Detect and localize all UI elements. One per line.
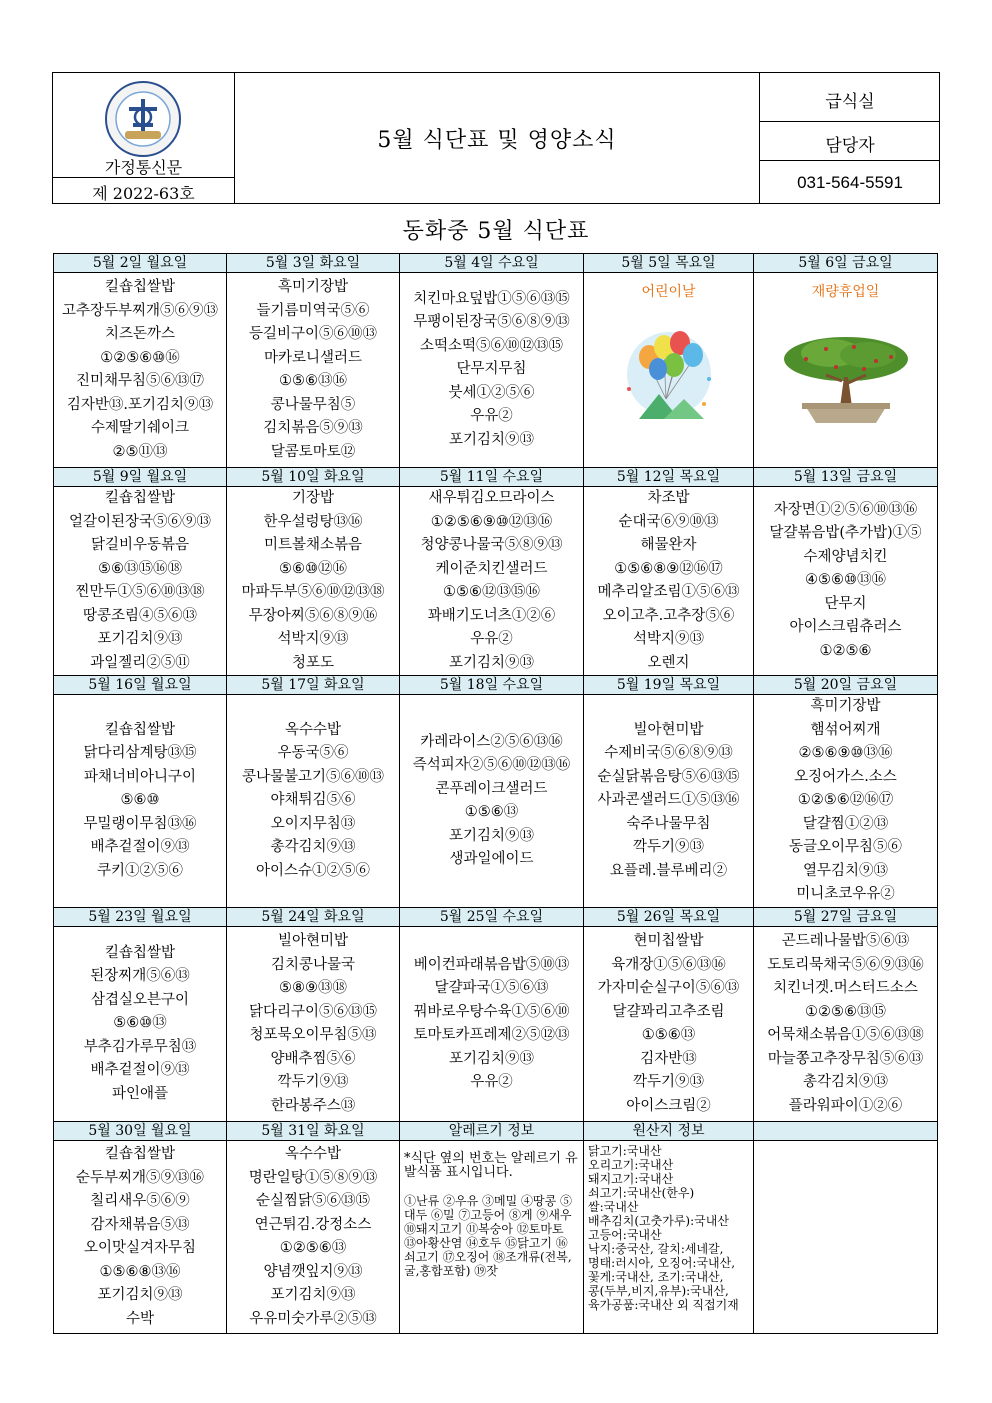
day-header: 5월 5일 목요일 [584, 254, 754, 273]
menu-item: 달걀찜①②⑬ [802, 815, 889, 832]
day-menu [584, 487, 754, 676]
day-header: 5월 6일 금요일 [754, 254, 938, 273]
origin-line: 쌀:국내산 [588, 1200, 639, 1214]
menu-table [53, 253, 938, 1334]
origin-info [584, 1141, 754, 1334]
menu-item: 포기김치⑨⑬ [448, 654, 535, 671]
menu-item: 우유② [470, 631, 513, 647]
menu-item: 케이준치킨샐러드 [435, 560, 548, 577]
school-logo [103, 79, 183, 159]
day-header: 5월 17일 화요일 [227, 676, 400, 695]
menu-item: 즉석피자②⑤⑥⑩⑫⑬⑯ [412, 757, 571, 773]
menu-item: 달걀꽈리고추조림 [612, 1003, 725, 1020]
menu-item: 순실찜닭⑤⑥⑬⑮ [255, 1193, 371, 1209]
day-menu [400, 273, 584, 468]
menu-item: 마파두부⑤⑥⑩⑫⑬⑱ [241, 584, 385, 600]
menu-item: 등길비구이⑤⑥⑩⑬ [248, 326, 378, 342]
menu-item: 김치콩나물국 [270, 956, 356, 973]
menu-item: 파인애플 [111, 1085, 169, 1102]
day-header: 5월 18일 수요일 [400, 676, 584, 695]
menu-item: 붓세①②⑤⑥ [448, 384, 535, 401]
origin-line: 낙지:중국산, 갈치:세네갈, [588, 1242, 724, 1256]
day-menu [227, 695, 400, 908]
menu-item: 아이스크림② [626, 1097, 711, 1114]
menu-item: 빌아현미밥 [633, 721, 704, 738]
school-logo-box [53, 73, 235, 203]
menu-item: 킬숍칩쌀밥 [104, 279, 176, 295]
origin-line: 닭고기:국내산 [588, 1144, 662, 1158]
menu-item: 청양콩나물국⑤⑧⑨⑬ [420, 537, 563, 553]
menu-item: ①②⑤⑥ [819, 642, 872, 659]
balloons-image [604, 319, 734, 429]
menu-item: 깍두기⑨⑬ [277, 1074, 349, 1090]
menu-item: 킬숍칩쌀밥 [104, 721, 176, 738]
document-title: 5월 식단표 및 영양소식 [377, 127, 617, 153]
menu-item: 양념깻잎지⑨⑬ [263, 1263, 363, 1280]
day-menu [400, 695, 584, 908]
menu-item: 포기김치⑨⑬ [448, 431, 535, 448]
day-header: 5월 3일 화요일 [227, 254, 400, 273]
contact-box [759, 73, 940, 203]
day-menu [584, 695, 754, 908]
menu-item: ⑤⑥⑩⑬ [113, 1015, 167, 1032]
menu-item: ①②⑤⑥⑫⑯⑰ [797, 792, 894, 809]
menu-item: 미니초코우유② [796, 886, 895, 903]
menu-item: 꽈배기도너츠①②⑥ [427, 607, 556, 624]
day-header: 5월 23일 월요일 [54, 908, 227, 927]
day-menu [227, 273, 400, 468]
menu-item: 배추겉절이⑨⑬ [90, 1062, 190, 1079]
menu-item: 닭다리구이⑤⑥⑬⑮ [248, 1003, 378, 1020]
menu-item: 달걀파국①⑤⑥⑬ [434, 980, 549, 996]
menu-item: 단무지 [824, 595, 867, 612]
menu-item: 아이스크림츄러스 [789, 619, 902, 636]
menu-item: 연근튀김.강정소스 [254, 1216, 372, 1233]
day-menu [54, 1141, 227, 1334]
menu-item: 포기김치⑨⑬ [97, 631, 183, 647]
menu-item: 치즈돈까스 [104, 326, 176, 342]
menu-item: ⑤⑥⑩⑫⑯ [279, 560, 347, 577]
menu-item: ①②⑤⑥⑩⑯ [100, 349, 180, 366]
menu-item: 쿠키①②⑤⑥ [96, 862, 183, 879]
menu-item: 오징어가스.소스 [794, 768, 897, 785]
menu-item: 땅콩조림④⑤⑥⑬ [82, 607, 198, 624]
day-header: 5월 4일 수요일 [400, 254, 584, 273]
holiday-label: 어린이날 [641, 284, 696, 300]
menu-item: 감자채볶음⑤⑬ [90, 1216, 190, 1233]
menu-item: 도토리묵채국⑤⑥⑨⑬⑯ [767, 956, 924, 973]
menu-item: 오렌지 [647, 654, 690, 671]
origin-line: 콩(두부,비지,유부):국내산, [588, 1284, 729, 1298]
menu-item: 요플레.블루베리② [609, 862, 728, 879]
menu-item: 청포도 [291, 654, 335, 671]
menu-item: 우유② [470, 408, 513, 425]
menu-item: 들기름미역국⑤⑥ [256, 302, 370, 319]
menu-item: 김자반⑬.포기김치⑨⑬ [66, 396, 214, 413]
origin-header: 원산지 정보 [584, 1122, 754, 1141]
menu-item: 수제양념치킨 [803, 548, 888, 565]
menu-item: 달걀볶음밥(추가밥)①⑤ [769, 525, 922, 542]
origin-line: 오리고기:국내산 [588, 1158, 674, 1172]
menu-item: 포기김치⑨⑬ [448, 1050, 535, 1067]
menu-item: ①②⑤⑥⑬⑮ [805, 1003, 886, 1020]
menu-item: 순두부찌개⑤⑨⑬⑯ [75, 1169, 205, 1186]
origin-line: 배추김치(고춧가루):국내산 [588, 1214, 729, 1228]
menu-item: 김치볶음⑤⑨⑬ [263, 420, 363, 436]
menu-item: 총각김치⑨⑬ [270, 839, 356, 856]
menu-item: 미트볼채소볶음 [263, 537, 363, 553]
phone-number: 031-564-5591 [797, 173, 903, 192]
menu-item: 김자반⑬ [640, 1050, 697, 1067]
day-header: 5월 9일 월요일 [54, 468, 227, 487]
day-menu [754, 695, 938, 908]
menu-item: 베이컨파래볶음밥⑤⑩⑬ [413, 956, 570, 973]
menu-item: ②⑤⑥⑨⑩⑬⑯ [798, 745, 893, 762]
menu-item: 흑미기장밥 [810, 698, 881, 715]
origin-line: 쇠고기:국내산(한우) [588, 1186, 695, 1200]
menu-item: 과일젤리②⑤⑪ [90, 654, 190, 671]
allergy-list: ①난류 ②우유 ③메밀 ④땅콩 ⑤대두 ⑥밀 ⑦고등어 ⑧게 ⑨새우 ⑩돼지고기 ⑪복숭아 ⑫토마토 ⑬아황산염 ⑭호두 ⑮닭고기 ⑯쇠고기 ⑰오징어 ⑱조개류(전복,굴,홍합포함) ⑲잣 [404, 1194, 572, 1278]
department: 급식실 [825, 92, 875, 111]
menu-item: ①⑤⑥⑫⑬⑮⑯ [443, 584, 540, 600]
day-menu [754, 273, 938, 468]
day-menu [54, 927, 227, 1122]
day-menu [227, 1141, 400, 1334]
allergy-info [400, 1141, 584, 1334]
menu-item: 현미칩쌀밥 [633, 933, 704, 949]
issue-number: 제 2022-63호 [92, 184, 195, 203]
day-header: 5월 2일 월요일 [54, 254, 227, 273]
menu-item: 청포묵오이무침⑤⑬ [249, 1027, 377, 1043]
origin-line: 고등어:국내산 [588, 1228, 662, 1242]
holiday-label: 재량휴업일 [811, 284, 880, 300]
menu-item: 차조밥 [647, 490, 690, 506]
menu-item: 석박지⑨⑬ [277, 631, 349, 647]
menu-item: 치킨너겟.머스터드소스 [773, 980, 918, 996]
day-menu [754, 487, 938, 676]
menu-item: 삼겹실오븐구이 [90, 991, 190, 1008]
menu-item: 야채튀김⑤⑥ [270, 792, 356, 809]
menu-item: 고추장두부찌개⑤⑥⑨⑬ [61, 302, 219, 319]
menu-item: 빌아현미밥 [277, 933, 349, 949]
menu-item: 사과콘샐러드①⑤⑬⑯ [597, 792, 740, 809]
menu-item: 한우설렁탕⑬⑯ [263, 513, 363, 530]
menu-item: 육개장①⑤⑥⑬⑯ [611, 956, 726, 973]
menu-item: 깍두기⑨⑬ [632, 839, 705, 856]
menu-item: ④⑤⑥⑩⑬⑯ [805, 572, 886, 589]
menu-item: 수제딸기쉐이크 [90, 420, 190, 436]
menu-title: 동화중 5월 식단표 [402, 219, 590, 244]
menu-item: ①⑤⑥⑬ [464, 804, 519, 820]
day-menu [54, 487, 227, 676]
menu-item: 킬숍칩쌀밥 [104, 1146, 176, 1162]
menu-item: 부추김가루무침⑬ [83, 1038, 197, 1055]
day-menu [400, 487, 584, 676]
menu-item: 우동국⑤⑥ [277, 745, 349, 762]
menu-item: 옥수수밥 [284, 721, 342, 738]
menu-item: 킬숍칩쌀밥 [104, 944, 176, 961]
menu-item: ①⑤⑥⑧⑨⑫⑯⑰ [614, 560, 723, 577]
menu-item: 아이스슈①②⑤⑥ [255, 862, 371, 879]
menu-item: 킬숍칩쌀밥 [104, 490, 176, 506]
menu-item: 오이맛실겨자무침 [83, 1240, 197, 1256]
menu-item: 총각김치⑨⑬ [802, 1074, 889, 1090]
person-in-charge: 담당자 [825, 136, 875, 155]
day-header: 5월 16일 월요일 [54, 676, 227, 695]
menu-item: 양배추찜⑤⑥ [270, 1050, 356, 1067]
menu-item: 플라워파이①②⑥ [788, 1097, 903, 1114]
day-header: 5월 27일 금요일 [754, 908, 938, 927]
menu-item: 수박 [125, 1310, 154, 1327]
menu-item: 석박지⑨⑬ [632, 631, 705, 647]
menu-item: 우유미숫가루②⑤⑬ [249, 1310, 377, 1327]
menu-item: 새우튀김오므라이스 [428, 490, 555, 506]
menu-item: ①⑤⑥⑬⑯ [279, 373, 347, 389]
menu-item: 된장찌개⑤⑥⑬ [90, 968, 190, 985]
menu-item: 달콤토마토⑫ [270, 443, 356, 460]
menu-item: 콩나물불고기⑤⑥⑩⑬ [241, 768, 385, 785]
menu-item: 콘푸레이크샐러드 [435, 780, 548, 797]
menu-item: 꿔바로우탕수육①⑤⑥⑩ [413, 1003, 570, 1020]
day-header: 5월 26일 목요일 [584, 908, 754, 927]
menu-item: 얼갈이된장국⑤⑥⑨⑬ [68, 513, 212, 530]
menu-item: 한라봉주스⑬ [270, 1097, 356, 1114]
menu-item: 동글오이무침⑤⑥ [788, 839, 903, 856]
menu-item: ①⑤⑥⑬ [641, 1027, 696, 1043]
menu-item: ⑤⑥⑬⑮⑯⑱ [98, 560, 182, 577]
menu-item: 어묵채소볶음①⑤⑥⑬⑱ [767, 1027, 924, 1043]
day-menu [54, 695, 227, 908]
tree-image [776, 319, 916, 429]
day-header: 5월 13일 금요일 [754, 468, 938, 487]
menu-item: 배추겉절이⑨⑬ [90, 839, 190, 856]
newsletter-header [52, 72, 940, 204]
menu-item: 기장밥 [291, 490, 335, 506]
menu-item: 콩나물무침⑤ [270, 396, 356, 413]
menu-item: 생과일에이드 [449, 851, 534, 867]
menu-item: ②⑤⑪⑬ [112, 443, 168, 460]
menu-item: 오이고추.고추장⑤⑥ [602, 607, 735, 624]
menu-item: 열무김치⑨⑬ [802, 862, 889, 879]
menu-item: 깍두기⑨⑬ [632, 1074, 705, 1090]
menu-item: 진미채무침⑤⑥⑬⑰ [75, 373, 205, 389]
day-header: 5월 10일 화요일 [227, 468, 400, 487]
allergy-header: 알레르기 정보 [400, 1122, 584, 1141]
day-header: 5월 20일 금요일 [754, 676, 938, 695]
menu-item: 포기김치⑨⑬ [448, 827, 535, 844]
newsletter-label: 가정통신문 [104, 158, 183, 177]
menu-item: 곤드레나물밥⑤⑥⑬ [781, 933, 910, 949]
menu-item: 마늘쫑고추장무침⑤⑥⑬ [767, 1050, 924, 1067]
day-header: 5월 12일 목요일 [584, 468, 754, 487]
menu-item: 마카로니샐러드 [263, 349, 363, 366]
day-menu [227, 927, 400, 1122]
menu-item: ①②⑤⑥⑬ [279, 1240, 347, 1256]
menu-item: 토마토카프레제②⑤⑫⑬ [413, 1027, 570, 1043]
menu-item: 순대국⑥⑨⑩⑬ [618, 513, 719, 530]
day-header: 5월 31일 화요일 [227, 1122, 400, 1141]
menu-item: 무팽이된장국⑤⑥⑧⑨⑬ [413, 314, 570, 331]
menu-item: 무밀랭이무침⑬⑯ [83, 815, 197, 832]
day-menu [584, 273, 754, 468]
menu-item: 옥수수밥 [284, 1146, 342, 1162]
menu-item: 닭다리삼계탕⑬⑮ [83, 745, 197, 762]
menu-item: ①②⑤⑥⑨⑩⑫⑬⑯ [430, 513, 553, 530]
day-header: 5월 25일 수요일 [400, 908, 584, 927]
day-menu [584, 927, 754, 1122]
menu-item: 해물완자 [640, 537, 697, 553]
day-menu [54, 273, 227, 468]
menu-item: 순실닭볶음탕⑤⑥⑬⑮ [597, 768, 740, 785]
menu-item: 흑미기장밥 [277, 279, 349, 295]
day-header: 5월 24일 화요일 [227, 908, 400, 927]
empty-header [754, 1122, 938, 1141]
allergy-note: *식단 옆의 번호는 알레르기 유발식품 표시입니다. [404, 1151, 578, 1180]
menu-item: 우유② [470, 1074, 513, 1090]
origin-line: 돼지고기:국내산 [588, 1172, 674, 1186]
day-header: 5월 30일 월요일 [54, 1122, 227, 1141]
empty-cell [754, 1141, 938, 1334]
menu-item: 명란일탕①⑤⑧⑨⑬ [248, 1169, 378, 1186]
menu-item: 파채너비아니구이 [83, 768, 197, 785]
menu-item: 포기김치⑨⑬ [97, 1287, 183, 1303]
menu-item: 닭길비우동볶음 [90, 537, 190, 553]
origin-line: 명태:러시아, 오징어:국내산, [588, 1256, 736, 1270]
menu-item: ⑤⑥⑩ [120, 792, 160, 809]
origin-line: 육가공품:국내산 외 직접기재 [588, 1298, 739, 1312]
menu-item: 숙주나물무침 [626, 815, 711, 832]
menu-item: 햄섞어찌개 [810, 721, 881, 738]
day-menu [400, 927, 584, 1122]
menu-item: 포기김치⑨⑬ [270, 1287, 356, 1303]
menu-item: 치킨마요덮밥①⑤⑥⑬⑮ [413, 290, 570, 307]
menu-item: ⑤⑧⑨⑬⑱ [279, 980, 347, 996]
day-header: 5월 19일 목요일 [584, 676, 754, 695]
menu-item: 카레라이스②⑤⑥⑬⑯ [420, 733, 563, 750]
menu-item: 가자미순실구이⑤⑥⑬ [597, 980, 740, 996]
menu-item: 찐만두①⑤⑥⑩⑬⑱ [75, 584, 205, 600]
menu-item: 자장면①②⑤⑥⑩⑬⑯ [773, 501, 918, 518]
day-menu [227, 487, 400, 676]
menu-item: ①⑤⑥⑧⑬⑯ [99, 1263, 181, 1280]
origin-line: 꽃게:국내산, 조기:국내산, [588, 1270, 724, 1284]
menu-item: 소떡소떡⑤⑥⑩⑫⑬⑮ [419, 337, 564, 354]
menu-item: 수제비국⑤⑥⑧⑨⑬ [604, 745, 733, 762]
menu-item: 단무지무침 [456, 361, 527, 378]
menu-item: 무장아찌⑤⑥⑧⑨⑯ [248, 607, 378, 624]
menu-item: 메추리알조림①⑤⑥⑬ [597, 584, 740, 600]
day-header: 5월 11일 수요일 [400, 468, 584, 487]
menu-item: 칠리새우⑤⑥⑨ [90, 1193, 190, 1209]
day-menu [754, 927, 938, 1122]
menu-item: 오이지무침⑬ [270, 815, 356, 832]
